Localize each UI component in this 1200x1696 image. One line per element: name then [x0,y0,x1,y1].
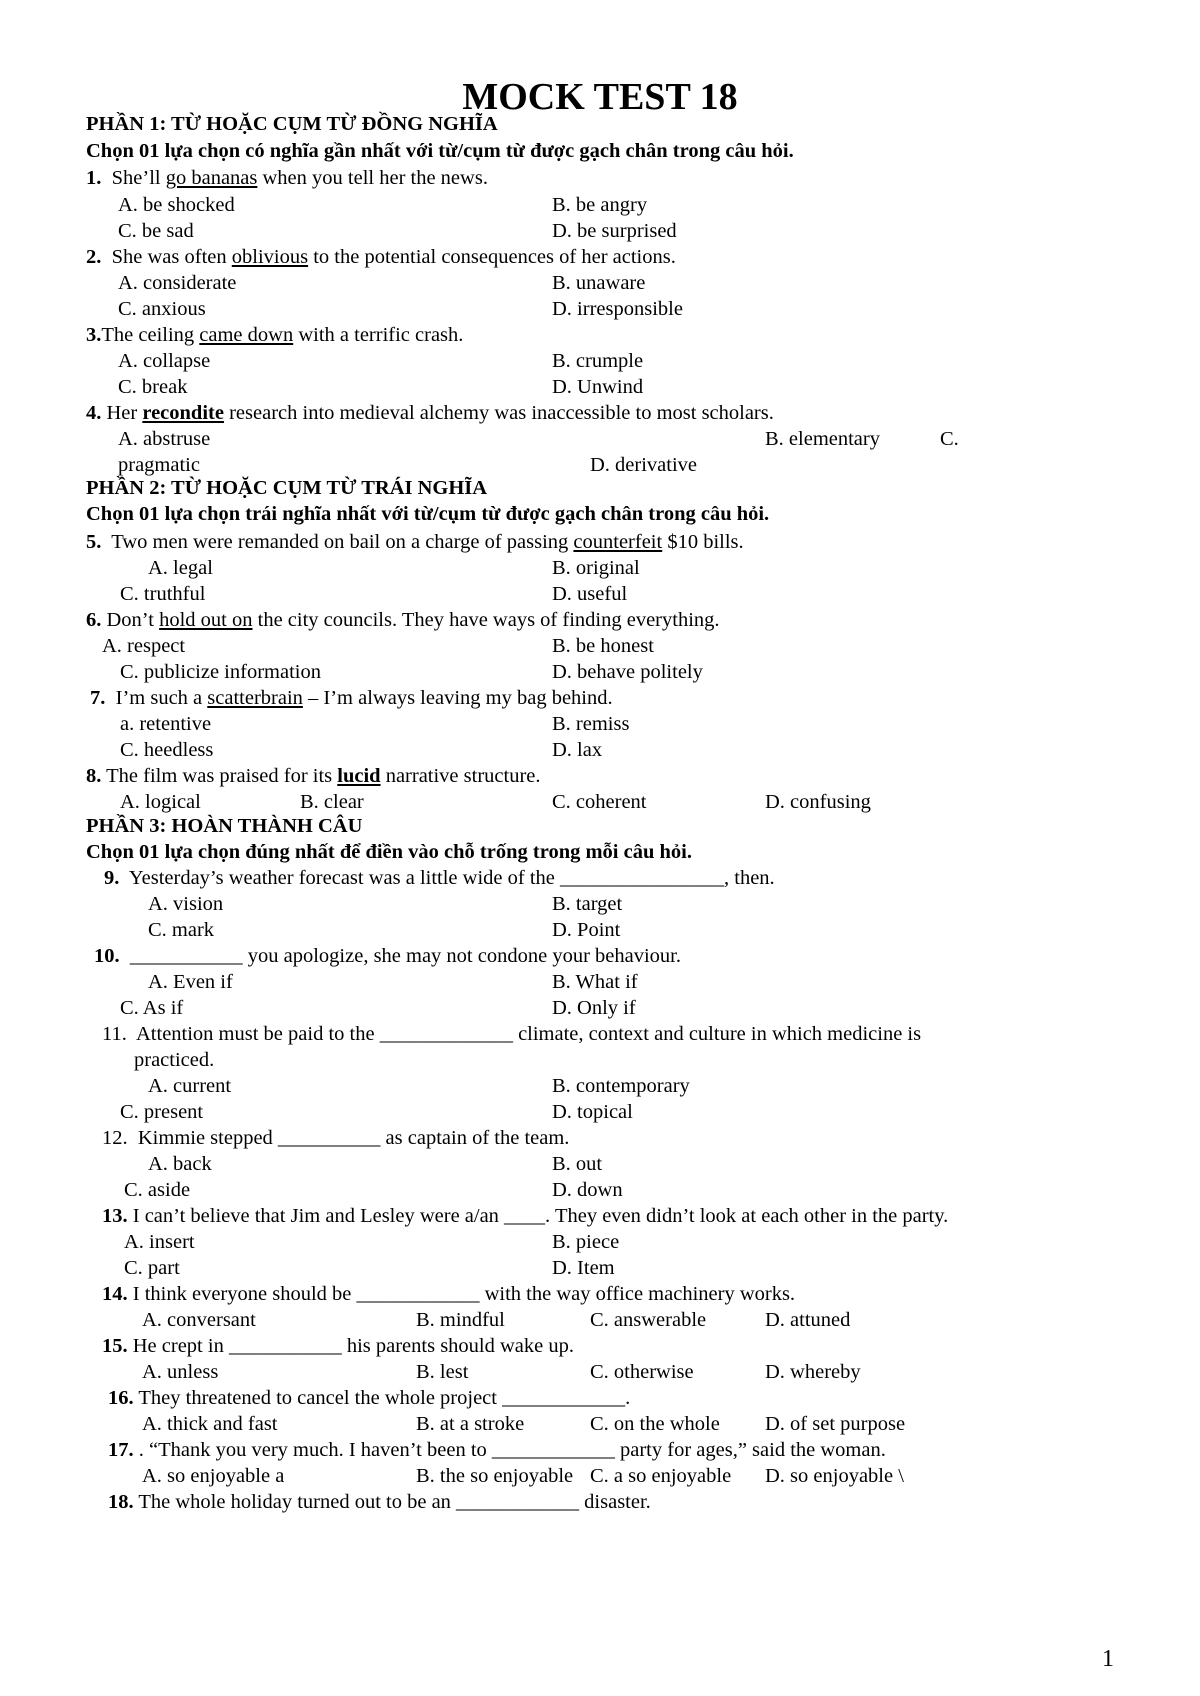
option: B. crumple [552,350,644,372]
question: 9. Yesterday’s weather forecast was a little wide of the ________________, then. [104,867,775,889]
option: C. mark [148,919,215,941]
section-heading: PHẦN 2: TỪ HOẶC CỤM TỪ TRÁI NGHĨA [86,477,488,499]
option: B. be honest [552,635,654,657]
option: C. truthful [120,583,206,605]
option: D. be surprised [552,220,677,242]
question: 7. I’m such a scatterbrain – I’m always leaving my bag behind. [90,687,613,709]
question: 1. She’ll go bananas when you tell her the news. [86,167,488,189]
option: B. mindful [416,1309,505,1331]
option: C. [940,428,959,450]
option: C. answerable [590,1309,707,1331]
question: 4. Her recondite research into medieval alchemy was inaccessible to most scholars. [86,402,774,424]
option: B. the so enjoyable [416,1465,574,1487]
option: B. lest [416,1361,469,1383]
option: D. useful [552,583,628,605]
option: C. part [124,1257,180,1279]
question-continuation: practiced. [134,1049,215,1071]
question: 16. They threatened to cancel the whole project ____________. [108,1387,631,1409]
question: 13. I can’t believe that Jim and Lesley were a/an ____. They even didn’t look at each other in the party. [102,1205,949,1227]
option: B. elementary [765,428,880,450]
option: pragmatic [118,454,200,476]
option: D. of set purpose [765,1413,906,1435]
section-heading: PHẦN 3: HOÀN THÀNH CÂU [86,815,363,837]
option: D. topical [552,1101,633,1123]
option: B. be angry [552,194,648,216]
option: B. contemporary [552,1075,690,1097]
option: C. As if [120,997,184,1019]
option: A. back [148,1153,212,1175]
question: 2. She was often oblivious to the potential consequences of her actions. [86,246,676,268]
option: D. Unwind [552,376,644,398]
question: 8. The film was praised for its lucid narrative structure. [86,765,541,787]
option: A. abstruse [118,428,211,450]
question: 12. Kimmie stepped __________ as captain of the team. [102,1127,570,1149]
section-instruction: Chọn 01 lựa chọn có nghĩa gần nhất với từ/cụm từ được gạch chân trong câu hỏi. [86,140,794,162]
section-instruction: Chọn 01 lựa chọn trái nghĩa nhất với từ/cụm từ được gạch chân trong câu hỏi. [86,503,770,525]
option: D. whereby [765,1361,861,1383]
option: B. unaware [552,272,646,294]
option: B. What if [552,971,638,993]
option: B. target [552,893,623,915]
option: B. out [552,1153,603,1175]
option: A. conversant [142,1309,256,1331]
option: B. clear [300,791,364,813]
option: A. respect [102,635,186,657]
option: C. break [118,376,188,398]
option: a. retentive [120,713,212,735]
option: B. piece [552,1231,620,1253]
question: 11. Attention must be paid to the _____________ climate, context and culture in which medicine is [102,1023,922,1045]
option: A. insert [124,1231,195,1253]
question: 15. He crept in ___________ his parents should wake up. [102,1335,574,1357]
option: D. down [552,1179,623,1201]
option: C. otherwise [590,1361,694,1383]
option: C. anxious [118,298,206,320]
option: D. confusing [765,791,871,813]
option: D. Point [552,919,621,941]
option: A. so enjoyable a [142,1465,285,1487]
option: D. attuned [765,1309,851,1331]
page-title: MOCK TEST 18 [462,76,738,118]
section-heading: PHẦN 1: TỪ HOẶC CỤM TỪ ĐỒNG NGHĨA [86,113,498,135]
option: D. derivative [590,454,698,476]
question: 5. Two men were remanded on bail on a charge of passing counterfeit $10 bills. [86,531,744,553]
option: D. Item [552,1257,615,1279]
option: A. be shocked [118,194,235,216]
page-number: 1 [1102,1646,1114,1672]
question: 3.The ceiling came down with a terrific crash. [86,324,464,346]
option: C. heedless [120,739,214,761]
option: D. lax [552,739,603,761]
question: 6. Don’t hold out on the city councils. They have ways of finding everything. [86,609,720,631]
option: C. present [120,1101,204,1123]
option: C. coherent [552,791,647,813]
question: 17. . “Thank you very much. I haven’t been to ____________ party for ages,” said the woman. [108,1439,886,1461]
option: C. aside [124,1179,191,1201]
option: D. behave politely [552,661,703,683]
option: A. Even if [148,971,233,993]
option: A. thick and fast [142,1413,278,1435]
option: A. unless [142,1361,219,1383]
option: C. be sad [118,220,194,242]
option: B. original [552,557,640,579]
option: A. collapse [118,350,211,372]
option: A. current [148,1075,232,1097]
option: B. at a stroke [416,1413,525,1435]
option: A. vision [148,893,224,915]
section-instruction: Chọn 01 lựa chọn đúng nhất để điền vào chỗ trống trong mỗi câu hỏi. [86,841,692,863]
option: A. logical [120,791,201,813]
question: 18. The whole holiday turned out to be an ____________ disaster. [108,1491,651,1513]
question: 14. I think everyone should be ____________ with the way office machinery works. [102,1283,796,1305]
option: B. remiss [552,713,630,735]
option: A. legal [148,557,213,579]
option: C. on the whole [590,1413,720,1435]
option: D. irresponsible [552,298,683,320]
question: 10. ___________ you apologize, she may not condone your behaviour. [94,945,681,967]
option: C. publicize information [120,661,321,683]
option: D. Only if [552,997,636,1019]
option: C. a so enjoyable [590,1465,732,1487]
option: A. considerate [118,272,237,294]
option: D. so enjoyable \ [765,1465,904,1487]
